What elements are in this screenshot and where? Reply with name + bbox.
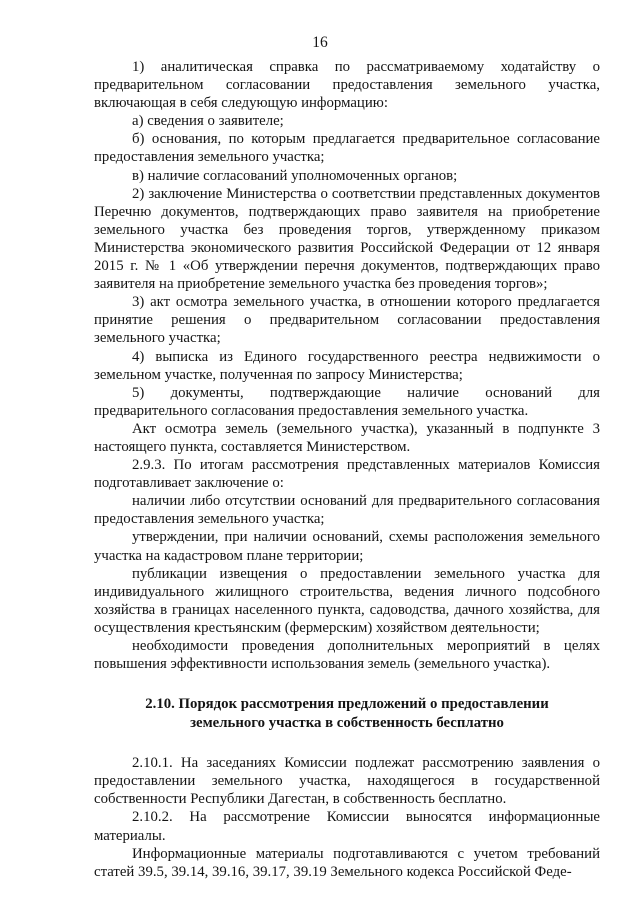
paragraph: публикации извещения о предоставлении земельного участка для индивидуального жилищного строительства, ведения личного подсобного хозяйства в границах населенного пункта, садоводства, дачного хозяйства, для осуществления крестьянским (фермерским) хозяйством деятельности; bbox=[94, 565, 600, 636]
paragraph: 2.10.1. На заседаниях Комиссии подлежат рассмотрению заявления о предоставлении земельного участка, находящегося в государственной собственности Республики Дагестан, в собственность бесплатно. bbox=[94, 755, 600, 808]
section-heading-line: 2.10. Порядок рассмотрения предложений о предоставлении bbox=[145, 696, 549, 713]
paragraph: 5) документы, подтверждающие наличие оснований для предварительного согласования предоставления земельного участка. bbox=[94, 384, 600, 419]
paragraph: 3) акт осмотра земельного участка, в отношении которого предлагается принятие решения о предварительном согласовании предоставления земельного участка; bbox=[94, 294, 600, 347]
paragraph: необходимости проведения дополнительных мероприятий в целях повышения эффективности использования земель (земельного участка). bbox=[94, 638, 600, 673]
section-heading bbox=[94, 695, 600, 733]
paragraph: 2) заключение Министерства о соответствии представленных документов Перечню документов, подтверждающих право заявителя на приобретение земельного участка без проведения торгов, утвержденному приказом Министерства экономического развития Российской Федерации от 12 января 2015 г. № 1 «Об утверждении перечня документов, подтверждающих право заявителя на приобретение земельного участка без проведения торгов»; bbox=[94, 185, 600, 293]
paragraph: а) сведения о заявителе; bbox=[132, 113, 284, 130]
paragraph: 1) аналитическая справка по рассматриваемому ходатайству о предварительном согласовании предоставления земельного участка, включающая в себя следующую информацию: bbox=[94, 59, 600, 112]
paragraph: утверждении, при наличии оснований, схемы расположения земельного участка на кадастровом плане территории; bbox=[94, 529, 600, 564]
paragraph: наличии либо отсутствии оснований для предварительного согласования предоставления земельного участка; bbox=[94, 493, 600, 528]
paragraph: 2.9.3. По итогам рассмотрения представленных материалов Комиссия подготавливает заключение о: bbox=[94, 457, 600, 492]
paragraph: 2.10.2. На рассмотрение Комиссии выносятся информационные материалы. bbox=[94, 809, 600, 844]
paragraph: Информационные материалы подготавливаются с учетом требований статей 39.5, 39.14, 39.16, 39.17, 39.19 Земельного кодекса Российской Феде- bbox=[94, 845, 600, 880]
paragraph: б) основания, по которым предлагается предварительное согласование предоставления земельного участка; bbox=[94, 131, 600, 166]
document-body bbox=[94, 58, 600, 881]
paragraph: 4) выписка из Единого государственного реестра недвижимости о земельном участке, полученная по запросу Министерства; bbox=[94, 348, 600, 383]
paragraph: Акт осмотра земель (земельного участка), указанный в подпункте 3 настоящего пункта, составляется Министерством. bbox=[94, 420, 600, 455]
page-number: 16 bbox=[312, 34, 328, 51]
section-heading-line: земельного участка в собственность бесплатно bbox=[190, 715, 504, 732]
paragraph: в) наличие согласований уполномоченных органов; bbox=[132, 167, 458, 184]
